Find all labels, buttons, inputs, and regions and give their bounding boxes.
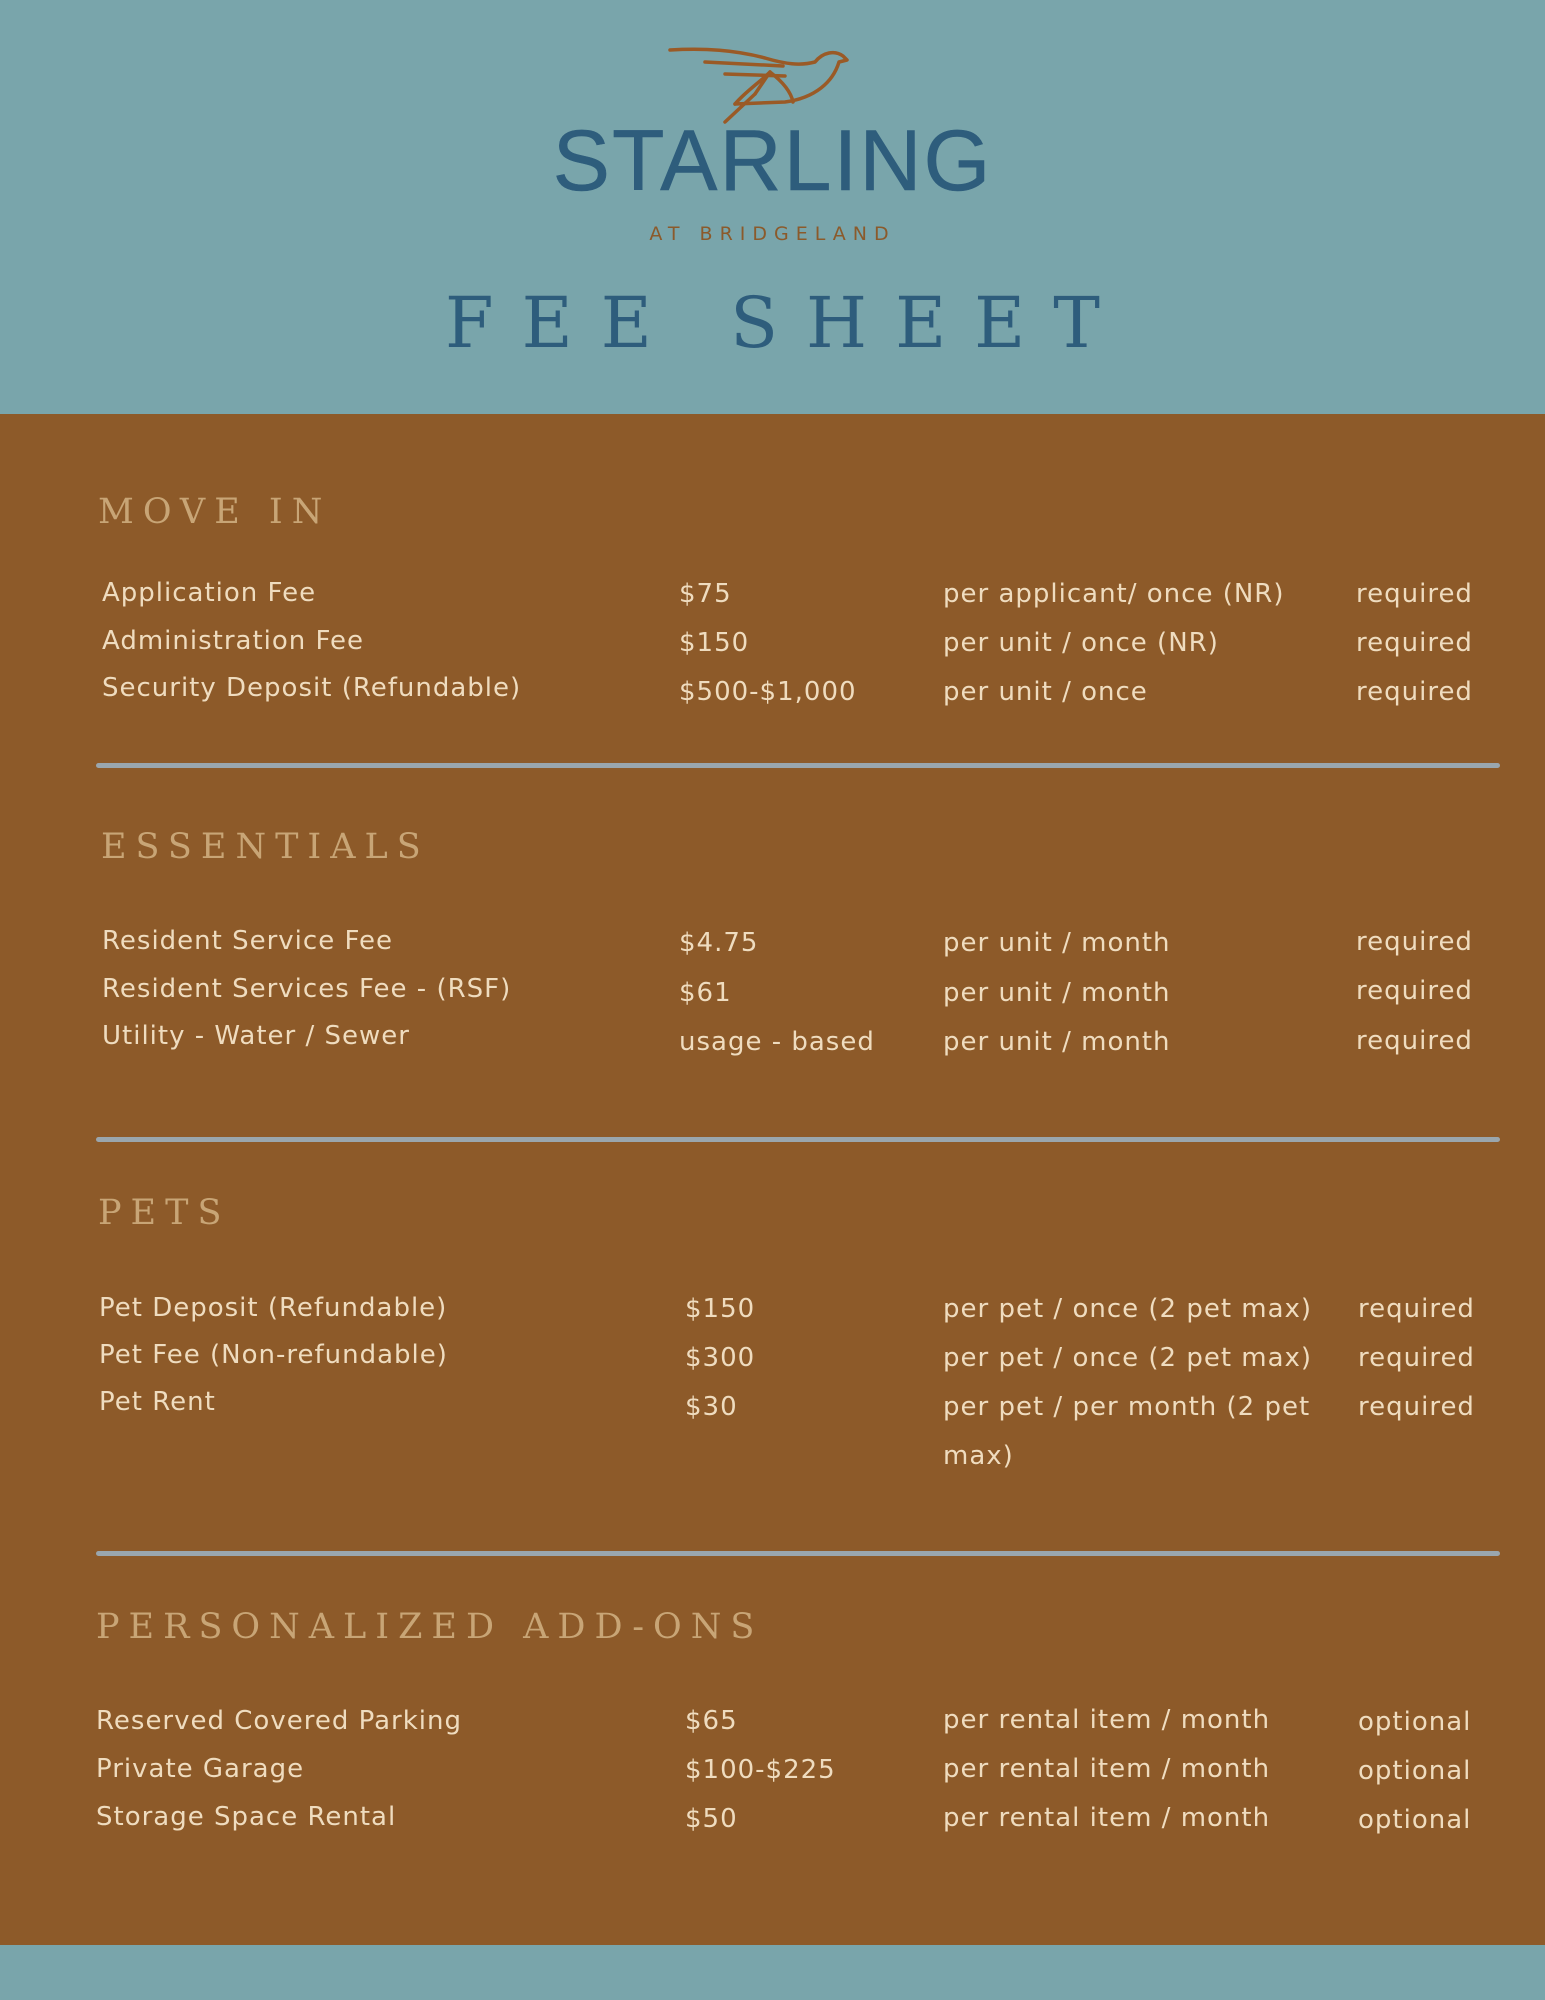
fee-frequency: per unit / month — [943, 1027, 1171, 1057]
fee-name: Utility - Water / Sewer — [102, 1021, 410, 1051]
section-divider — [96, 1551, 1500, 1556]
fee-price: $75 — [679, 579, 732, 609]
fee-name: Pet Deposit (Refundable) — [99, 1293, 448, 1323]
fee-name: Private Garage — [96, 1754, 305, 1784]
fee-status: required — [1356, 579, 1473, 609]
fee-price: $65 — [685, 1706, 738, 1736]
fee-status: required — [1356, 976, 1473, 1006]
fee-frequency: per rental item / month — [943, 1754, 1271, 1784]
fee-frequency: per rental item / month — [943, 1705, 1271, 1735]
fee-frequency: per rental item / month — [943, 1803, 1271, 1833]
header — [0, 0, 1545, 414]
fee-name: Resident Service Fee — [102, 926, 393, 956]
fee-price: $500-$1,000 — [679, 677, 857, 707]
fee-frequency: per pet / per month (2 pet max) — [943, 1392, 1311, 1471]
fee-name: Resident Services Fee - (RSF) — [102, 974, 512, 1004]
fee-frequency: per unit / once (NR) — [943, 628, 1219, 658]
fee-status: optional — [1358, 1707, 1472, 1737]
fee-status: required — [1356, 1026, 1473, 1056]
section-divider — [96, 1137, 1500, 1142]
fee-status: required — [1358, 1343, 1475, 1373]
page-title: FEE SHEET — [445, 282, 1128, 364]
fee-name: Pet Fee (Non-refundable) — [99, 1340, 448, 1370]
fee-name: Security Deposit (Refundable) — [102, 673, 522, 703]
fee-status: required — [1358, 1392, 1475, 1422]
footer-band — [0, 1945, 1545, 2000]
fee-frequency: per pet / once (2 pet max) — [943, 1294, 1313, 1324]
section-title-add-ons: PERSONALIZED ADD-ONS — [96, 1607, 764, 1647]
fee-price: $150 — [679, 628, 750, 658]
brand-subtitle: AT BRIDGELAND — [649, 223, 896, 245]
fee-frequency: per applicant/ once (NR) — [943, 579, 1285, 609]
fee-price: $4.75 — [679, 928, 759, 958]
fee-frequency: per unit / month — [943, 928, 1171, 958]
fee-frequency: per unit / month — [943, 978, 1171, 1008]
fee-price: $50 — [685, 1804, 738, 1834]
section-divider — [96, 763, 1500, 768]
fee-status: required — [1356, 927, 1473, 957]
fee-price: $61 — [679, 978, 732, 1008]
fee-frequency: per unit / once — [943, 677, 1148, 707]
fee-status: required — [1356, 677, 1473, 707]
fee-name: Storage Space Rental — [96, 1802, 397, 1832]
brand-name: STARLING — [552, 113, 993, 209]
fee-name: Administration Fee — [102, 626, 365, 656]
fee-status: required — [1358, 1294, 1475, 1324]
fee-price: usage - based — [679, 1027, 875, 1057]
fee-status: optional — [1358, 1805, 1472, 1835]
fee-price: $150 — [685, 1294, 756, 1324]
fee-status: optional — [1358, 1756, 1472, 1786]
fee-frequency: per pet / once (2 pet max) — [943, 1343, 1313, 1373]
fee-name: Application Fee — [102, 578, 317, 608]
fee-name: Reserved Covered Parking — [96, 1706, 462, 1736]
section-title-pets: PETS — [98, 1193, 231, 1233]
fee-price: $300 — [685, 1343, 756, 1373]
fee-price: $30 — [685, 1392, 738, 1422]
section-title-move-in: MOVE IN — [98, 492, 332, 532]
fee-status: required — [1356, 628, 1473, 658]
fee-price: $100-$225 — [685, 1755, 836, 1785]
fee-name: Pet Rent — [99, 1387, 216, 1417]
section-title-essentials: ESSENTIALS — [101, 827, 430, 867]
